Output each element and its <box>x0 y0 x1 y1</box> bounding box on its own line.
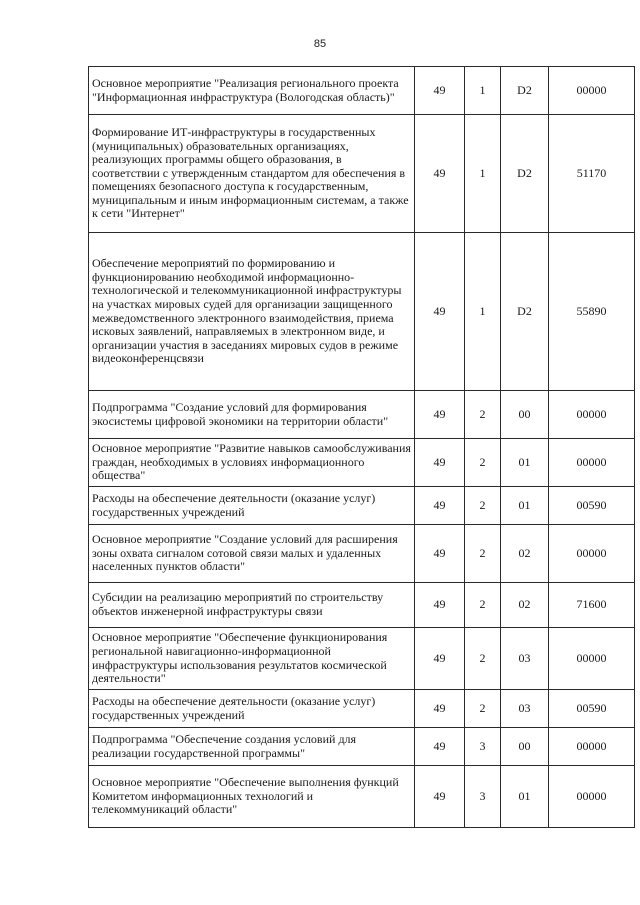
row-code-3: 03 <box>501 690 549 728</box>
row-code-1: 49 <box>415 67 465 115</box>
row-code-4: 00000 <box>549 728 635 766</box>
row-code-3: 00 <box>501 728 549 766</box>
table-row <box>89 728 635 766</box>
row-code-2: 1 <box>465 115 501 233</box>
row-code-4: 00000 <box>549 628 635 690</box>
row-code-2: 2 <box>465 525 501 583</box>
row-description: Подпрограмма "Создание условий для формирования экосистемы цифровой экономики на территории области" <box>89 391 415 439</box>
row-code-1: 49 <box>415 233 465 391</box>
row-code-1: 49 <box>415 628 465 690</box>
row-description: Расходы на обеспечение деятельности (оказание услуг) государственных учреждений <box>89 690 415 728</box>
row-code-3: D2 <box>501 67 549 115</box>
row-description: Формирование ИТ-инфраструктуры в государственных (муниципальных) образовательных организациях, реализующих программы общего образования, в соответствии с утвержденным стандартом для обеспечения в помещениях безопасного доступа к государственным, муниципальным и иным информационным системам, а также к сети "Интернет" <box>89 115 415 233</box>
row-description: Основное мероприятие "Обеспечение выполнения функций Комитетом информационных технологий и телекоммуникаций области" <box>89 766 415 828</box>
row-code-3: 01 <box>501 439 549 487</box>
row-code-2: 1 <box>465 233 501 391</box>
row-code-2: 1 <box>465 67 501 115</box>
row-code-1: 49 <box>415 525 465 583</box>
row-code-4: 00590 <box>549 487 635 525</box>
table-row <box>89 115 635 233</box>
row-description: Подпрограмма "Обеспечение создания условий для реализации государственной программы" <box>89 728 415 766</box>
table-row <box>89 690 635 728</box>
row-code-4: 71600 <box>549 583 635 628</box>
row-code-4: 00000 <box>549 439 635 487</box>
table-row <box>89 525 635 583</box>
table-row <box>89 67 635 115</box>
row-description: Основное мероприятие "Обеспечение функционирования региональной навигационно-информационной инфраструктуры использования результатов космической деятельности" <box>89 628 415 690</box>
row-code-2: 2 <box>465 583 501 628</box>
row-code-2: 3 <box>465 728 501 766</box>
row-description: Обеспечение мероприятий по формированию и функционированию необходимой информационно-технологической и телекоммуникационной инфраструктуры на участках мировых судей для организации защищенного межведомственного электронного взаимодействия, приема исковых заявлений, направляемых в электронном виде, и организации участия в заседаниях мировых судов в режиме видеоконференцсвязи <box>89 233 415 391</box>
row-code-3: 03 <box>501 628 549 690</box>
row-code-4: 00000 <box>549 67 635 115</box>
row-code-3: 00 <box>501 391 549 439</box>
page-number: 85 <box>313 38 327 50</box>
table-row <box>89 487 635 525</box>
row-description: Субсидии на реализацию мероприятий по строительству объектов инженерной инфраструктуры связи <box>89 583 415 628</box>
row-code-1: 49 <box>415 766 465 828</box>
row-code-3: 01 <box>501 766 549 828</box>
row-code-4: 00000 <box>549 391 635 439</box>
row-code-4: 55890 <box>549 233 635 391</box>
row-code-2: 2 <box>465 391 501 439</box>
table-row <box>89 766 635 828</box>
row-code-3: D2 <box>501 233 549 391</box>
row-code-2: 2 <box>465 690 501 728</box>
row-description: Основное мероприятие "Развитие навыков самообслуживания граждан, необходимых в условиях информационного общества" <box>89 439 415 487</box>
table-row <box>89 233 635 391</box>
row-code-1: 49 <box>415 391 465 439</box>
row-code-2: 2 <box>465 487 501 525</box>
row-code-1: 49 <box>415 115 465 233</box>
row-code-3: 02 <box>501 525 549 583</box>
row-code-2: 2 <box>465 628 501 690</box>
table-row <box>89 583 635 628</box>
row-code-4: 00000 <box>549 766 635 828</box>
table-row <box>89 391 635 439</box>
row-code-1: 49 <box>415 439 465 487</box>
row-description: Основное мероприятие "Реализация регионального проекта "Информационная инфраструктура (Вологодская область)" <box>89 67 415 115</box>
row-code-4: 00000 <box>549 525 635 583</box>
table-row <box>89 439 635 487</box>
row-code-4: 51170 <box>549 115 635 233</box>
row-code-2: 2 <box>465 439 501 487</box>
budget-classification-table <box>88 66 635 828</box>
row-code-1: 49 <box>415 728 465 766</box>
row-code-2: 3 <box>465 766 501 828</box>
row-code-4: 00590 <box>549 690 635 728</box>
row-code-3: 02 <box>501 583 549 628</box>
row-code-3: 01 <box>501 487 549 525</box>
row-code-3: D2 <box>501 115 549 233</box>
row-code-1: 49 <box>415 690 465 728</box>
row-code-1: 49 <box>415 583 465 628</box>
row-description: Основное мероприятие "Создание условий для расширения зоны охвата сигналом сотовой связи малых и удаленных населенных пунктов области" <box>89 525 415 583</box>
row-description: Расходы на обеспечение деятельности (оказание услуг) государственных учреждений <box>89 487 415 525</box>
row-code-1: 49 <box>415 487 465 525</box>
table-row <box>89 628 635 690</box>
